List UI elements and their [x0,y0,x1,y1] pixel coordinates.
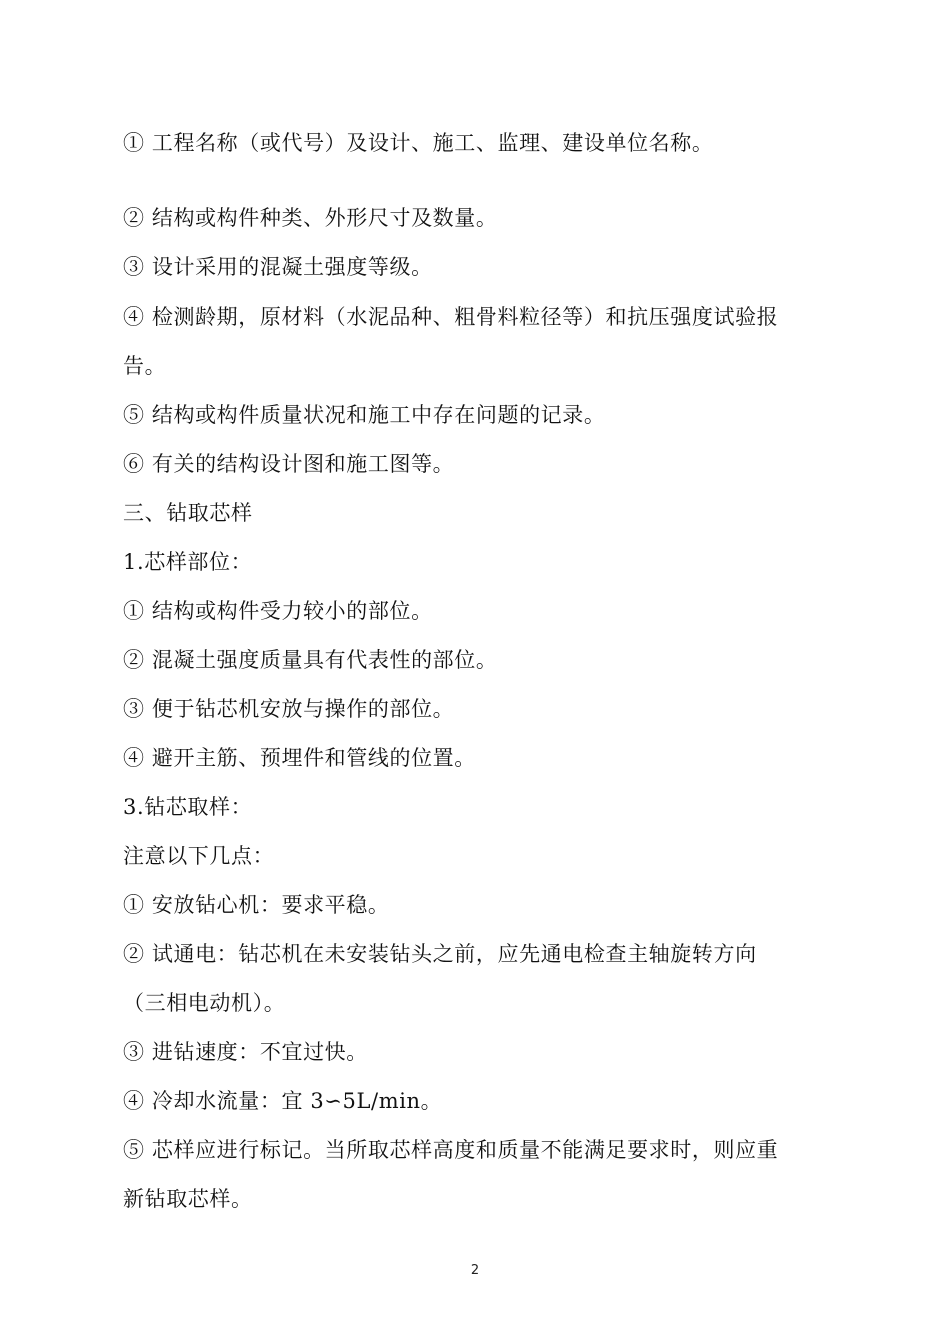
text-line: ① 结构或构件受力较小的部位。 [123,599,433,623]
text-line: ④ 检测龄期，原材料（水泥品种、粗骨料粒径等）和抗压强度试验报 [123,305,779,329]
text-line: ⑥ 有关的结构设计图和施工图等。 [123,452,455,476]
text-line: 新钻取芯样。 [123,1187,253,1211]
text-line: ③ 设计采用的混凝土强度等级。 [123,255,433,279]
subsection-heading: 3.钻芯取样： [123,795,253,819]
text-line: 告。 [123,354,167,378]
text-line: （三相电动机）。 [123,991,286,1015]
text-line: ⑤ 结构或构件质量状况和施工中存在问题的记录。 [123,403,606,427]
text-line: ② 试通电：钻芯机在未安装钻头之前，应先通电检查主轴旋转方向 [123,942,757,966]
text-line: ① 工程名称（或代号）及设计、施工、监理、建设单位名称。 [123,131,714,155]
text-line: ② 混凝土强度质量具有代表性的部位。 [123,648,498,672]
text-line: ③ 进钻速度：不宜过快。 [123,1040,368,1064]
text-line: ④ 冷却水流量：宜 3∽5L/min。 [123,1089,443,1113]
text-line: 注意以下几点： [123,844,275,868]
subsection-heading: 1.芯样部位： [123,550,253,574]
text-line: ① 安放钻心机：要求平稳。 [123,893,390,917]
text-line: ④ 避开主筋、预埋件和管线的位置。 [123,746,476,770]
page-number: 2 [470,1263,480,1278]
section-heading: 三、钻取芯样 [123,501,253,525]
text-line: ⑤ 芯样应进行标记。当所取芯样高度和质量不能满足要求时，则应重 [123,1138,779,1162]
text-line: ② 结构或构件种类、外形尺寸及数量。 [123,206,498,230]
text-line: ③ 便于钻芯机安放与操作的部位。 [123,697,455,721]
